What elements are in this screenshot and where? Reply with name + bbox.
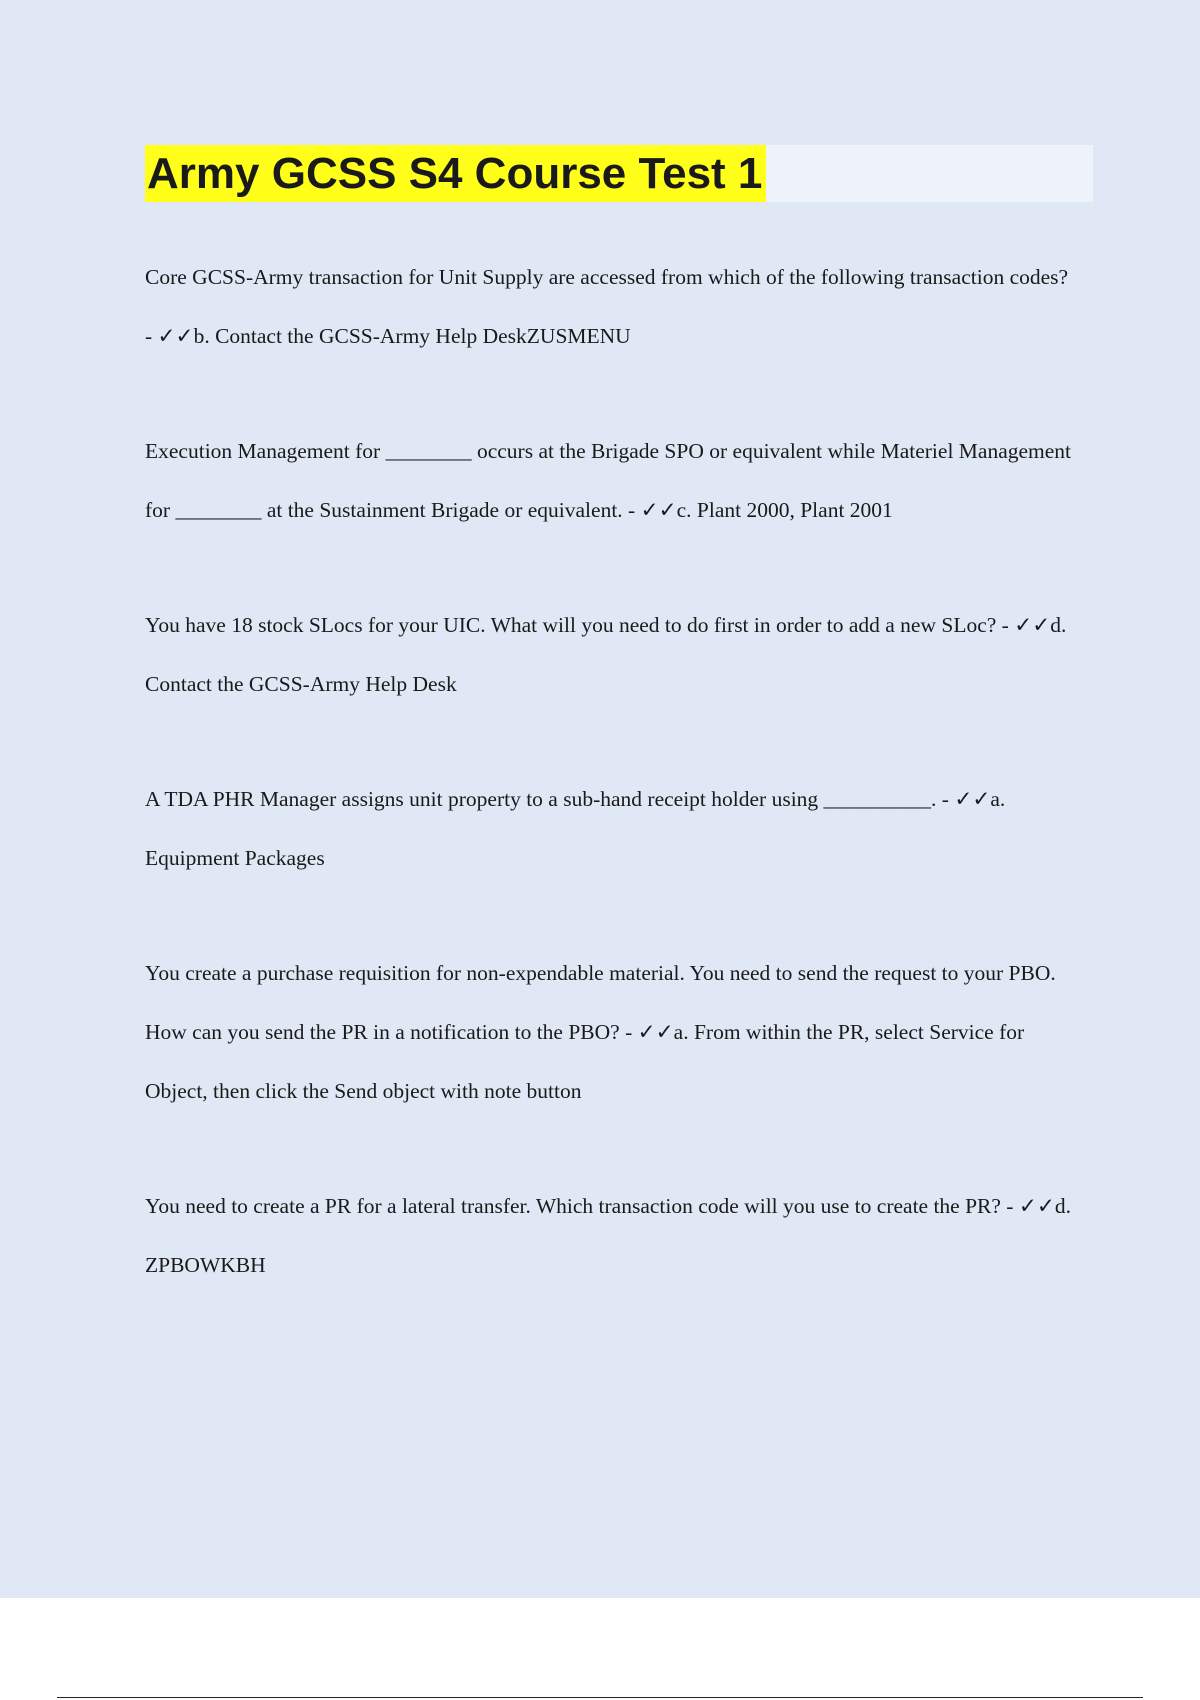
paragraph-gap — [145, 714, 1075, 770]
question-answer-3: You have 18 stock SLocs for your UIC. What will you need to do first in order to add a new SLoc? - ✓✓d. Contact the GCSS-Army Help Desk — [145, 613, 1067, 696]
question-list — [145, 248, 1075, 1295]
question-answer-4: A TDA PHR Manager assigns unit property to a sub-hand receipt holder using __________. - ✓✓a. Equipment Packages — [145, 787, 1006, 870]
footer-divider — [57, 1697, 1143, 1698]
paragraph-gap — [145, 540, 1075, 596]
question-answer-2: Execution Management for ________ occurs at the Brigade SPO or equivalent while Materiel Management for ________ at the Sustainment Brigade or equivalent. - ✓✓c. Plant 2000, Plant 2001 — [145, 439, 1072, 522]
question-answer-6: You need to create a PR for a lateral transfer. Which transaction code will you use to create the PR? - ✓✓d. ZPBOWKBH — [145, 1194, 1072, 1277]
question-answer-1: Core GCSS-Army transaction for Unit Supply are accessed from which of the following transaction codes? - ✓✓b. Contact the GCSS-Army Help DeskZUSMENU — [145, 265, 1069, 348]
question-answer-5: You create a purchase requisition for non-expendable material. You need to send the request to your PBO. How can you send the PR in a notification to the PBO? - ✓✓a. From within the PR, select Service for Object, then click the Send object with note button — [145, 961, 1056, 1103]
paragraph-gap — [145, 888, 1075, 944]
document-title: Army GCSS S4 Course Test 1 — [145, 145, 766, 202]
paragraph-gap — [145, 366, 1075, 422]
paragraph-gap — [145, 1121, 1075, 1177]
